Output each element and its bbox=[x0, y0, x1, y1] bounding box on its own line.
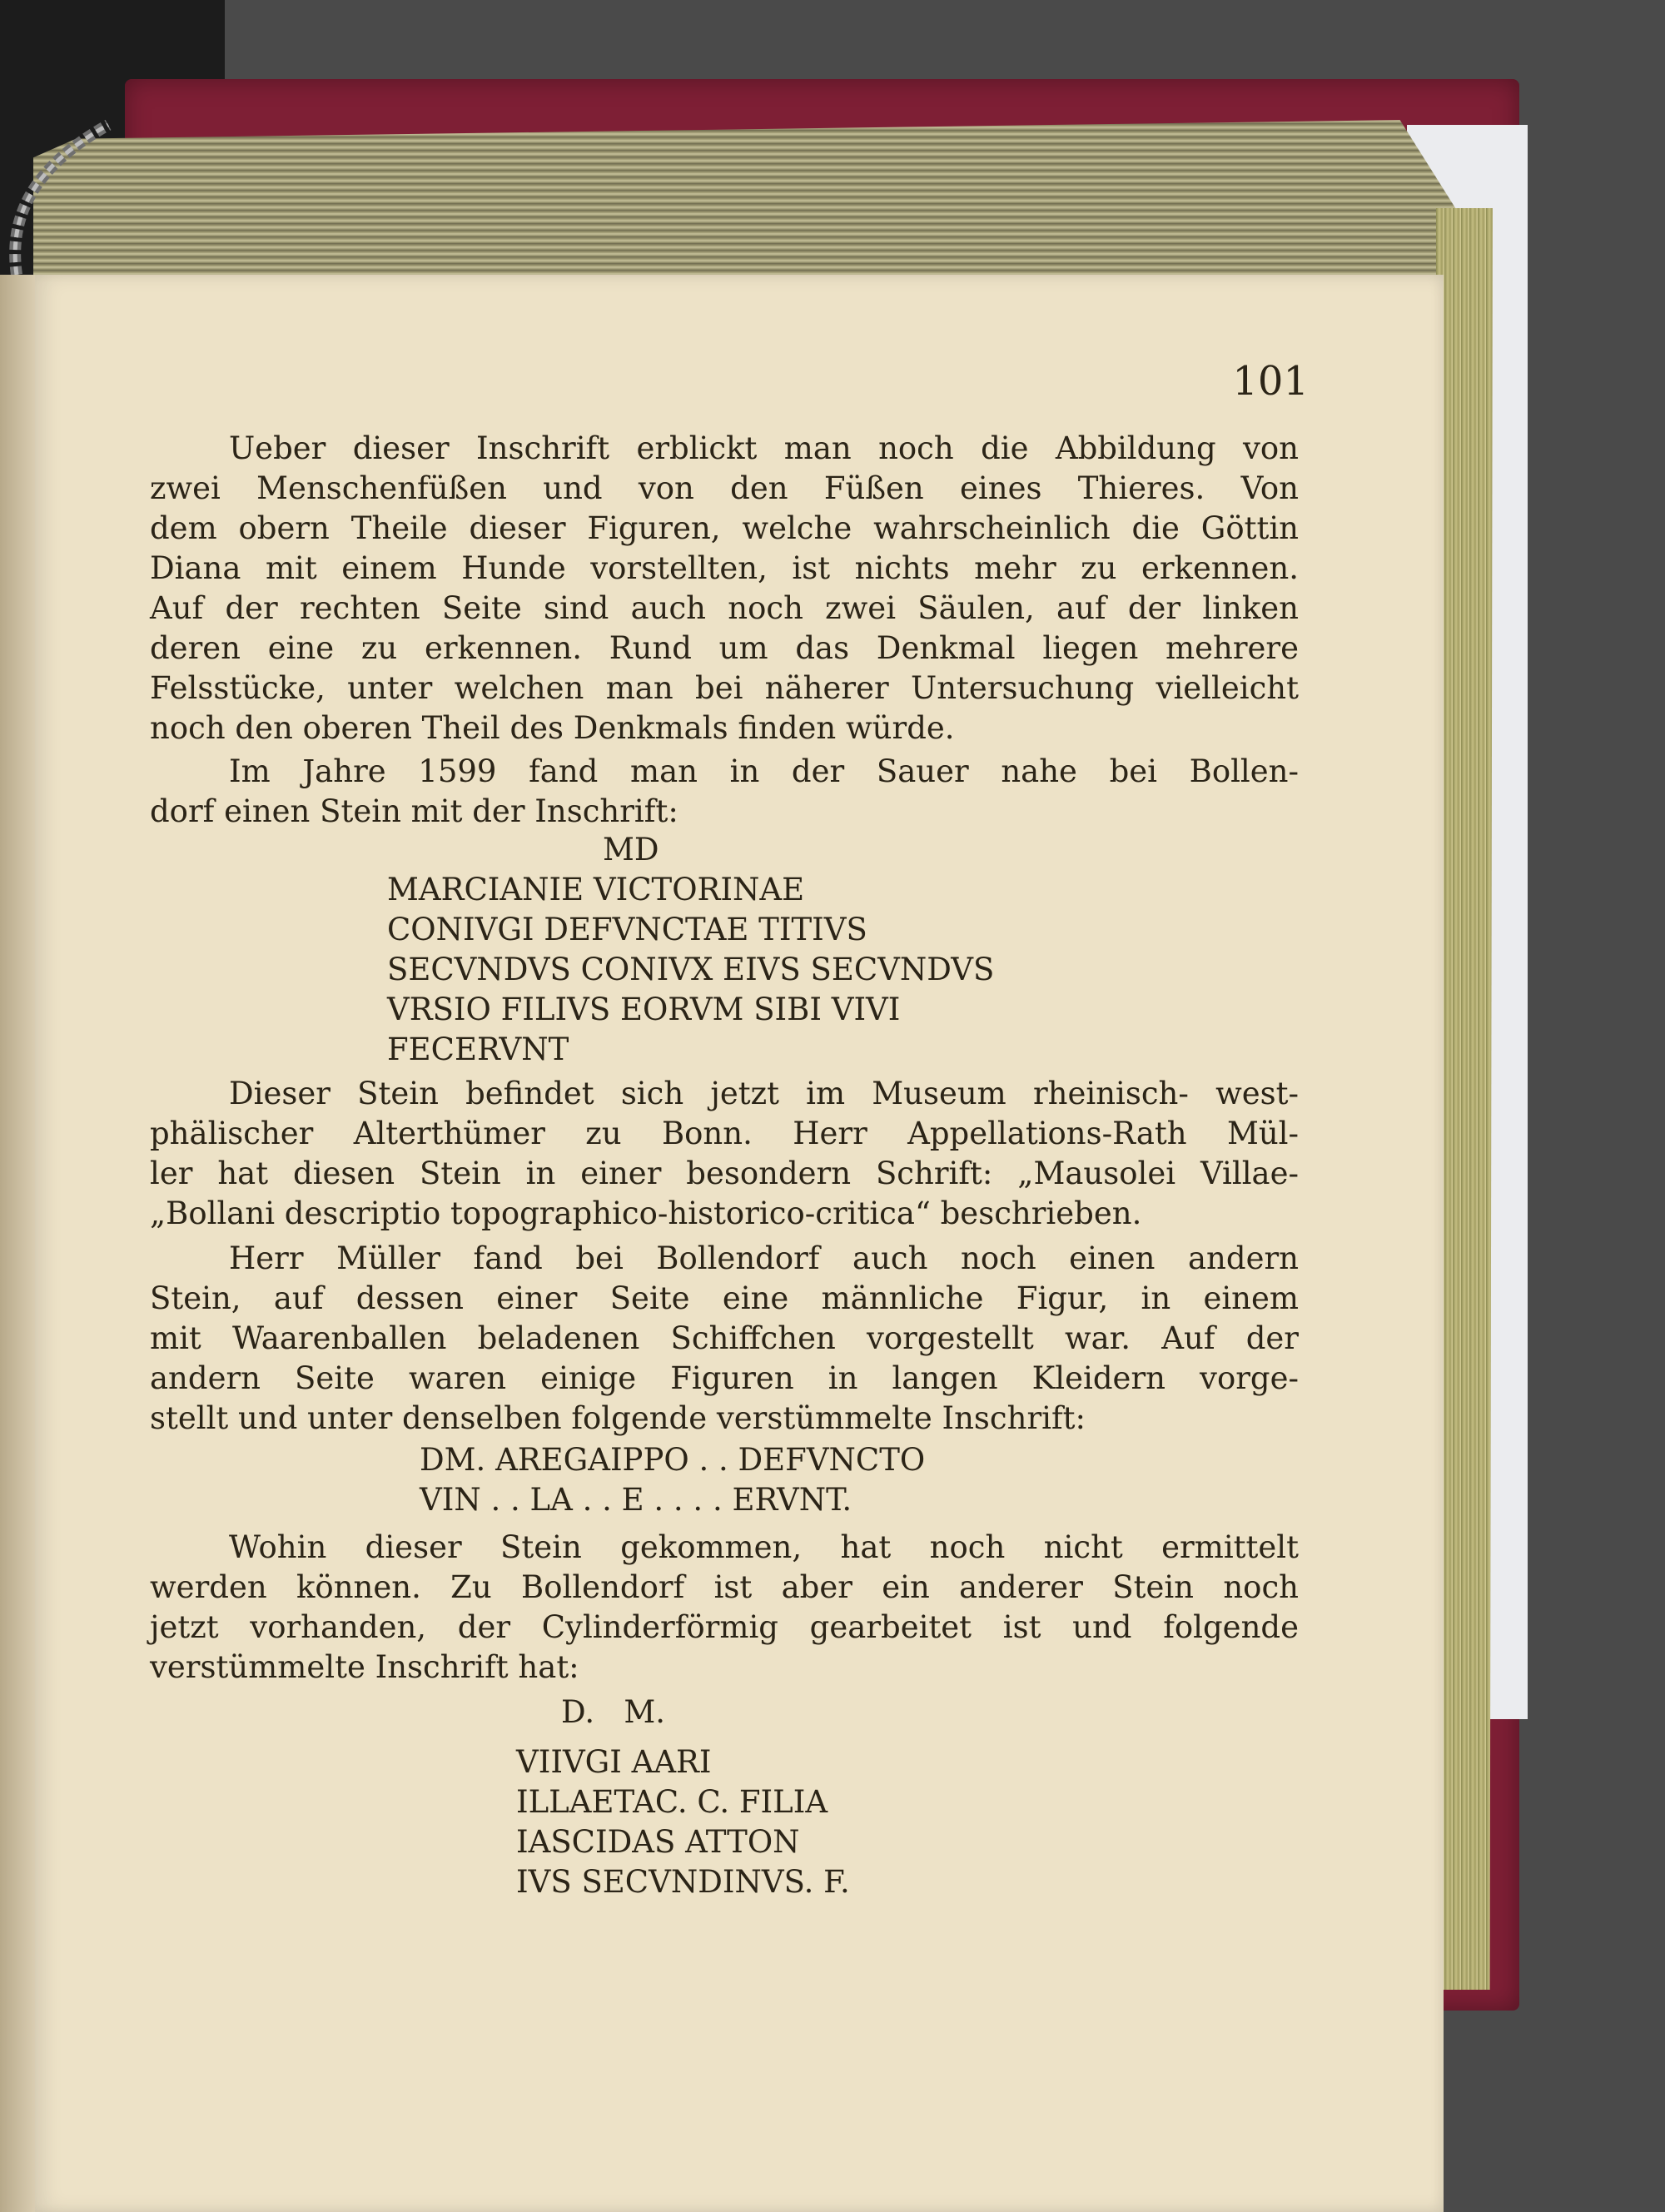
text-line: jetzt vorhanden, der Cylinderförmig gearbeitet ist und folgende bbox=[150, 1609, 1299, 1645]
page-edges-top bbox=[33, 117, 1457, 287]
text-line: werden können. Zu Bollendorf ist aber ein anderer Stein noch bbox=[150, 1569, 1299, 1605]
text-line: andern Seite waren einige Figuren in langen Kleidern vorge- bbox=[150, 1360, 1299, 1396]
text-line: dorf einen Stein mit der Inschrift: bbox=[150, 793, 678, 829]
page-number: 101 bbox=[1232, 358, 1309, 405]
inscription-line: VIIVGI AARI bbox=[516, 1744, 712, 1780]
text-line: Wohin dieser Stein gekommen, hat noch nicht ermittelt bbox=[229, 1529, 1299, 1565]
gilt-page-edge bbox=[1436, 208, 1493, 1990]
text-line: Im Jahre 1599 fand man in der Sauer nahe bei Bollen- bbox=[229, 753, 1299, 789]
text-line: verstümmelte Inschrift hat: bbox=[150, 1649, 579, 1685]
text-line: deren eine zu erkennen. Rund um das Denkmal liegen mehrere bbox=[150, 630, 1299, 666]
inscription-line: D. M. bbox=[561, 1694, 666, 1730]
inscription-line: DM. AREGAIPPO . . DEFVNCTO bbox=[420, 1442, 926, 1478]
text-line: stellt und unter denselben folgende verstümmelte Inschrift: bbox=[150, 1400, 1086, 1436]
inscription-line: FECERVNT bbox=[387, 1031, 569, 1067]
text-line: Stein, auf dessen einer Seite eine männliche Figur, in einem bbox=[150, 1280, 1299, 1316]
text-line: zwei Menschenfüßen und von den Füßen eines Thieres. Von bbox=[150, 470, 1299, 506]
text-line: phälischer Alterthümer zu Bonn. Herr Appellations-Rath Mül- bbox=[150, 1116, 1299, 1151]
inscription-line: SECVNDVS CONIVX EIVS SECVNDVS bbox=[387, 952, 995, 987]
inscription-line: MARCIANIE VICTORINAE bbox=[387, 872, 805, 907]
inscription-line: VIN . . LA . . E . . . . ERVNT. bbox=[420, 1482, 852, 1518]
text-line: Auf der rechten Seite sind auch noch zwei Säulen, auf der linken bbox=[150, 590, 1299, 626]
inscription-line: VRSIO FILIVS EORVM SIBI VIVI bbox=[387, 992, 901, 1027]
inscription-line: CONIVGI DEFVNCTAE TITIVS bbox=[387, 912, 867, 947]
text-line: „Bollani descriptio topographico-historico-critica“ beschrieben. bbox=[150, 1195, 1142, 1231]
text-line: mit Waarenballen beladenen Schiffchen vorgestellt war. Auf der bbox=[150, 1320, 1299, 1356]
inscription-line: ILLAETAC. C. FILIA bbox=[516, 1784, 828, 1820]
binding-ring-icon bbox=[0, 108, 117, 275]
text-line: noch den oberen Theil des Denkmals finden würde. bbox=[150, 710, 955, 746]
inscription-line: IVS SECVNDINVS. F. bbox=[516, 1864, 850, 1900]
text-line: ler hat diesen Stein in einer besondern Schrift: „Mausolei Villae- bbox=[150, 1156, 1299, 1191]
text-line: Dieser Stein befindet sich jetzt im Museum rheinisch- west- bbox=[229, 1076, 1299, 1111]
text-line: Ueber dieser Inschrift erblickt man noch die Abbildung von bbox=[229, 430, 1299, 466]
inscription-line: MD bbox=[603, 832, 659, 867]
inscription-line: IASCIDAS ATTON bbox=[516, 1824, 800, 1860]
text-line: Felsstücke, unter welchen man bei näherer Untersuchung vielleicht bbox=[150, 670, 1299, 706]
book-page bbox=[35, 275, 1444, 2212]
text-line: dem obern Theile dieser Figuren, welche wahrscheinlich die Göttin bbox=[150, 510, 1299, 546]
text-line: Herr Müller fand bei Bollendorf auch noch einen andern bbox=[229, 1240, 1299, 1276]
text-line: Diana mit einem Hunde vorstellten, ist nichts mehr zu erkennen. bbox=[150, 550, 1299, 586]
